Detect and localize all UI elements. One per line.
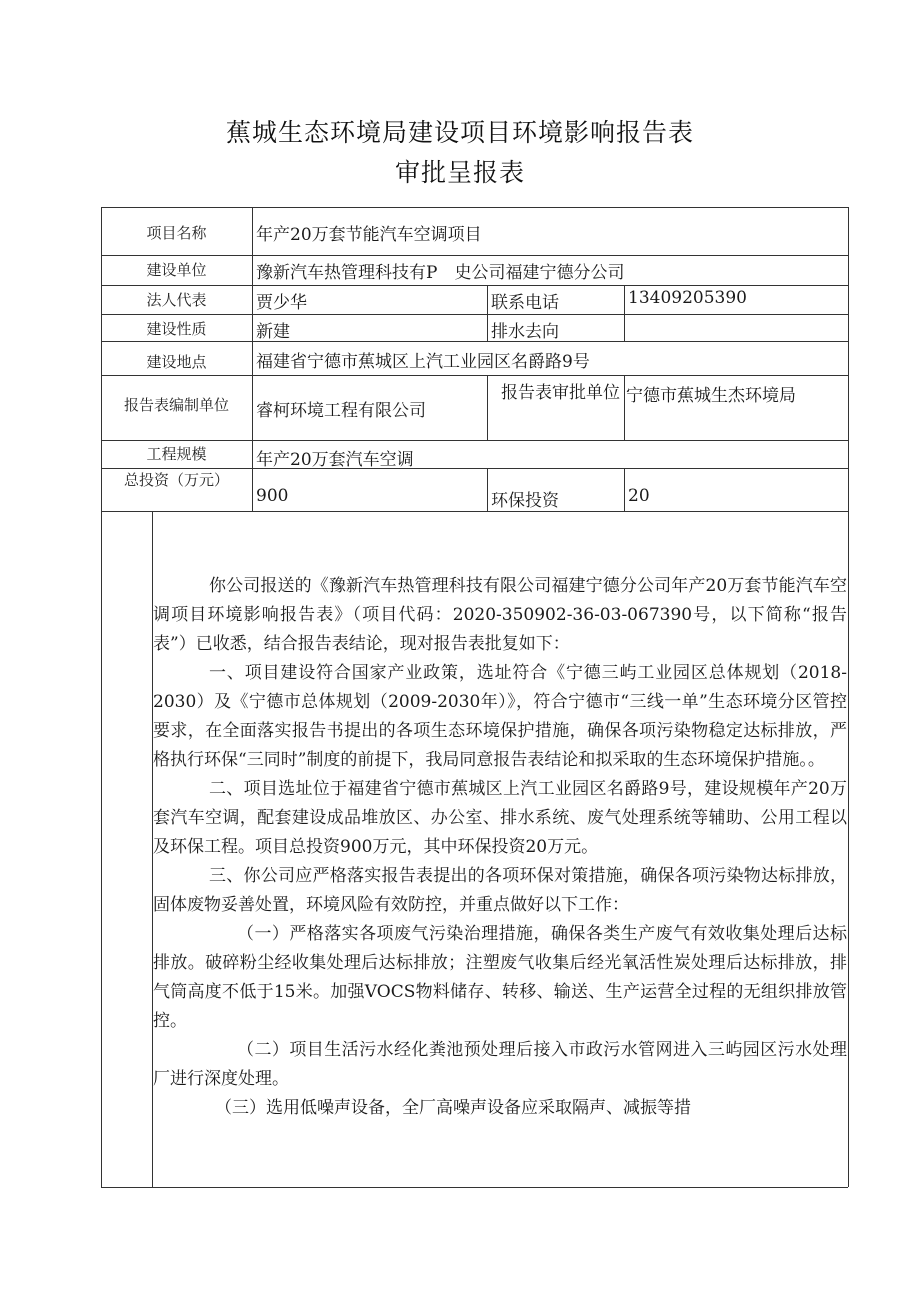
table-border-bottom: [101, 1187, 848, 1188]
scale-value: 年产20万套汽车空调: [256, 450, 414, 470]
approver-label: 报告表审批单位: [501, 383, 620, 403]
opinion-paragraph: 一、项目建设符合国家产业政策，选址符合《宁德三屿工业园区总体规划（2018-2030）及《宁德市总体规划（2009-2030年）》，符合宁德市“三线一单”生态环境分区管控要求，在全面落实报告书提出的各项生态环境保护措施，确保各项污染物稳定达标排放，严格执行环保“三同时”制度的前提下，我局同意报告表结论和拟采取的生态环境保护措施。。: [153, 663, 847, 770]
column-divider: [252, 207, 253, 511]
row-divider: [101, 314, 848, 315]
opinion-paragraph: 三、你公司应严格落实报告表提出的各项环保对策措施，确保各项污染物达标排放，固体废物妥善处置，环境风险有效防控，并重点做好以下工作：: [153, 866, 847, 915]
phone-label: 联系电话: [491, 293, 559, 313]
opinion-paragraph: 你公司报送的《豫新汽车热管理科技有限公司福建宁德分公司年产20万套节能汽车空调项目环境影响报告表》（项目代码：2020-350902-36-03-067390号，以下简称“报告表”）已收悉，结合报告表结论，现对报告表批复如下：: [153, 576, 847, 654]
construction-unit-value: 豫新汽车热管理科技有P 史公司福建宁德分公司: [256, 263, 625, 283]
project-name-label: 项目名称: [146, 224, 207, 242]
location-value: 福建省宁德市蕉城区上汽工业园区名爵路9号: [256, 352, 590, 372]
column-divider: [487, 375, 488, 440]
investment-value: 900: [256, 486, 289, 506]
opinion-paragraph: （二）项目生活污水经化粪池预处理后接入市政污水管网进入三屿园区污水处理厂进行深度处理。: [153, 1040, 847, 1089]
column-divider: [624, 285, 625, 341]
column-divider: [487, 468, 488, 511]
column-divider: [624, 468, 625, 511]
preparer-value: 睿柯环境工程有限公司: [256, 401, 426, 421]
nature-value: 新建: [256, 322, 290, 342]
drainage-label: 排水去向: [491, 322, 559, 342]
preparer-label: 报告表编制单位: [123, 396, 229, 414]
legal-rep-label: 法人代表: [146, 291, 207, 309]
nature-label: 建设性质: [146, 320, 207, 338]
approval-opinion: [153, 572, 847, 1123]
page-title: 蕉城生态环境局建设项目环境影响报告表: [225, 118, 694, 147]
project-name-value: 年产20万套节能汽车空调项目: [256, 225, 482, 245]
construction-unit-label: 建设单位: [146, 261, 207, 279]
table-border-top: [101, 207, 848, 208]
investment-label: 总投资（万元）: [123, 471, 229, 489]
location-label: 建设地点: [146, 353, 207, 371]
row-divider: [101, 341, 848, 342]
row-divider: [101, 440, 848, 441]
column-divider: [487, 285, 488, 341]
approver-value: 宁德市蕉城生杰环境局: [626, 386, 796, 406]
row-divider: [101, 511, 848, 512]
env-investment-label: 环保投资: [491, 491, 559, 511]
table-border-right: [848, 207, 849, 1187]
opinion-paragraph: 二、项目选址位于福建省宁德市蕉城区上汽工业园区名爵路9号，建设规模年产20万套汽车空调，配套建设成品堆放区、办公室、排水系统、废气处理系统等辅助、公用工程以及环保工程。项目总投资900万元，其中环保投资20万元。: [153, 779, 847, 857]
opinion-paragraph: （一）严格落实各项废气污染治理措施，确保各类生产废气有效收集处理后达标排放。破碎粉尘经收集处理后达标排放；注塑废气收集后经光氧活性炭处理后达标排放，排气筒高度不低于15米。加强VOCS物料储存、转移、输送、生产运营全过程的无组织排放管控。: [153, 924, 847, 1031]
row-divider: [101, 285, 848, 286]
scale-label: 工程规模: [146, 445, 207, 463]
phone-value: 13409205390: [628, 288, 747, 308]
column-divider: [624, 375, 625, 440]
page-subtitle: 审批呈报表: [394, 158, 525, 187]
opinion-paragraph: （三）选用低噪声设备，全厂高噪声设备应采取隔声、减振等措: [215, 1098, 691, 1118]
row-divider: [101, 255, 848, 256]
row-divider: [101, 375, 848, 376]
env-investment-value: 20: [628, 486, 650, 506]
legal-rep-value: 贾少华: [256, 293, 307, 313]
